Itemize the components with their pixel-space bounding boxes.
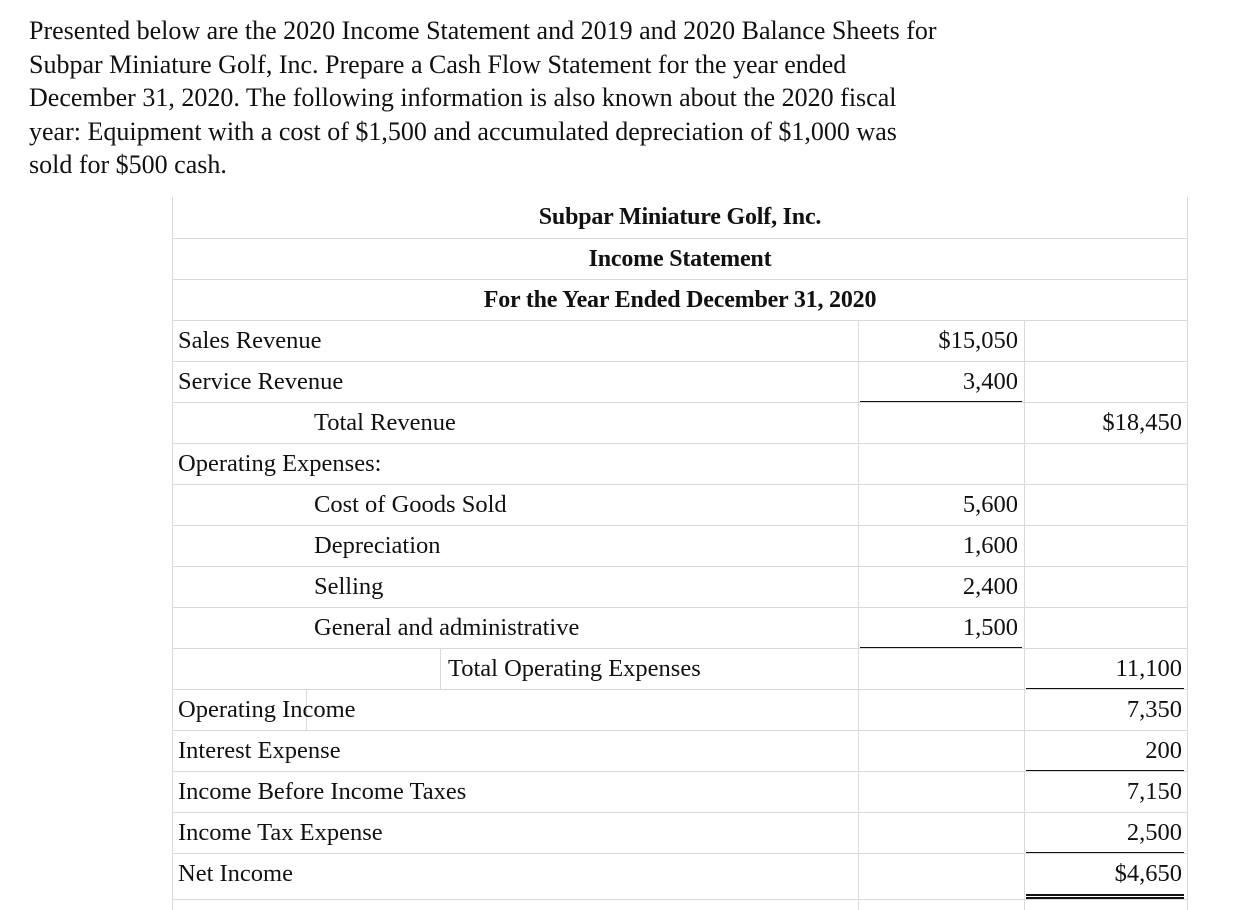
- problem-line: Presented below are the 2020 Income Statement and 2019 and 2020 Balance Sheets for: [29, 16, 937, 45]
- line-item-label: Interest Expense: [178, 737, 341, 764]
- line-item-label: Sales Revenue: [178, 327, 322, 354]
- line-item-label: Depreciation: [314, 532, 441, 559]
- table-row: [172, 812, 1188, 853]
- line-item-total: 11,100: [1115, 655, 1182, 682]
- company-name: Subpar Miniature Golf, Inc.: [538, 204, 822, 230]
- section-heading: Operating Expenses:: [178, 450, 382, 477]
- net-income-amount: $4,650: [1114, 860, 1182, 887]
- line-item-total: 2,500: [1126, 819, 1182, 846]
- table-row: [172, 361, 1188, 402]
- problem-line: year: Equipment with a cost of $1,500 and accumulated depreciation of $1,000 was: [29, 116, 897, 146]
- statement-period: For the Year Ended December 31, 2020: [483, 287, 877, 313]
- line-item-total: 200: [1145, 737, 1182, 764]
- line-item-label: Income Tax Expense: [178, 819, 383, 846]
- line-item-label: Total Operating Expenses: [448, 655, 701, 682]
- table-row: [172, 853, 1188, 894]
- problem-statement: [29, 14, 1039, 182]
- header-row: [172, 197, 1188, 238]
- problem-line: December 31, 2020. The following information is also known about the 2020 fiscal: [29, 83, 897, 113]
- table-row: [172, 648, 1188, 689]
- line-item-amount: 5,600: [962, 491, 1018, 518]
- header-row: [172, 279, 1188, 320]
- line-item-total: 7,150: [1126, 778, 1182, 805]
- table-row: [172, 402, 1188, 443]
- header-row: [172, 238, 1188, 279]
- line-item-total: 7,350: [1126, 696, 1182, 723]
- line-item-label: Service Revenue: [178, 368, 344, 395]
- line-item-label: Total Revenue: [314, 409, 456, 436]
- statement-title: Income Statement: [588, 246, 772, 272]
- problem-line: Subpar Miniature Golf, Inc. Prepare a Cash Flow Statement for the year ended: [29, 49, 847, 79]
- table-row: [172, 566, 1188, 607]
- table-row: [172, 525, 1188, 566]
- table-row: [172, 607, 1188, 648]
- table-row: [172, 899, 1188, 910]
- line-item-amount: 2,400: [962, 573, 1018, 600]
- table-row: [172, 484, 1188, 525]
- line-item-amount: 1,500: [962, 614, 1018, 641]
- line-item-label: Income Before Income Taxes: [178, 778, 467, 805]
- table-row: [172, 771, 1188, 812]
- line-item-amount: 1,600: [962, 532, 1018, 559]
- line-item-amount: 3,400: [962, 368, 1018, 395]
- line-item-total: $18,450: [1102, 409, 1182, 436]
- table-row: [172, 320, 1188, 361]
- line-item-label: Operating Income: [178, 696, 356, 723]
- line-item-label: Selling: [314, 573, 384, 600]
- line-item-label: General and administrative: [314, 614, 580, 641]
- table-row: [172, 689, 1188, 730]
- problem-line: sold for $500 cash.: [29, 150, 227, 180]
- line-item-label: Cost of Goods Sold: [314, 491, 507, 518]
- table-row: [172, 443, 1188, 484]
- income-statement-table: [172, 197, 1188, 910]
- line-item-label: Net Income: [178, 860, 293, 887]
- table-row: [172, 730, 1188, 771]
- line-item-amount: $15,050: [938, 327, 1018, 354]
